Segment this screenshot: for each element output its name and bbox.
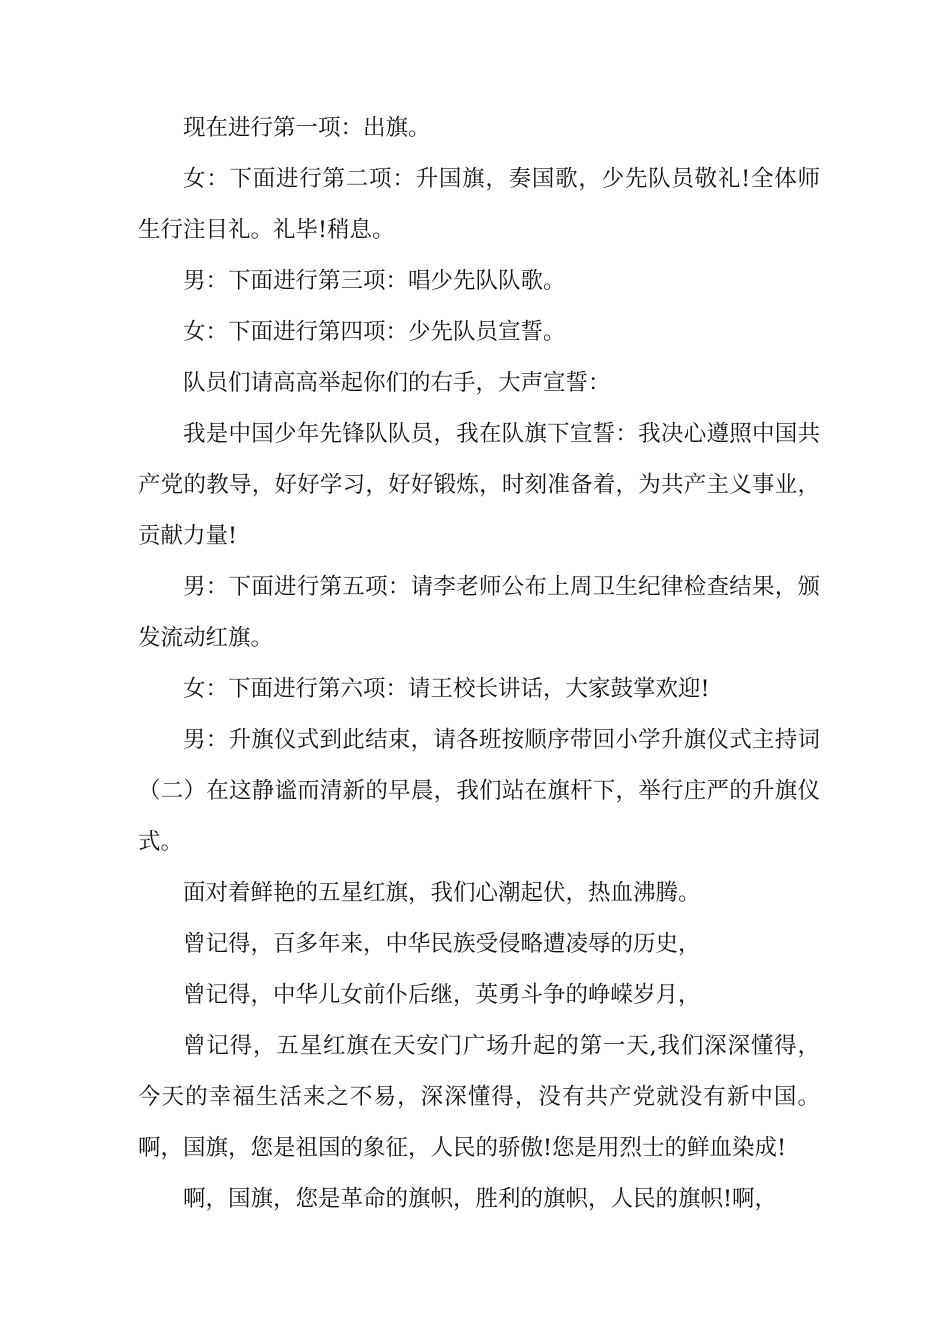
paragraph: 啊，国旗，您是革命的旗帜，胜利的旗帜，人民的旗帜!啊， [183,1186,778,1212]
paragraph: 我是中国少年先锋队队员，我在队旗下宣誓：我决心遵照中国共产党的教导，好好学习，好好锻炼，时刻准备着，为共产主义事业，贡献力量! [138,421,820,549]
paragraph: 男：下面进行第五项：请李老师公布上周卫生纪律检查结果，颁发流动红旗。 [138,574,820,651]
paragraph: 队员们请高高举起你们的右手，大声宣誓： [183,370,611,396]
paragraph: 男：升旗仪式到此结束，请各班按顺序带回小学升旗仪式主持词（二）在这静谧而清新的早晨，我们站在旗杆下，举行庄严的升旗仪式。 [138,727,820,855]
document-page [138,103,820,1225]
paragraph: 曾记得，百多年来，中华民族受侵略遭凌辱的历史， [183,931,701,957]
paragraph: 女：下面进行第六项：请王校长讲话，大家鼓掌欢迎! [183,676,710,702]
paragraph: 男：下面进行第三项：唱少先队队歌。 [183,268,566,294]
paragraph: 现在进行第一项：出旗。 [183,115,431,141]
paragraph: 女：下面进行第四项：少先队员宣誓。 [183,319,566,345]
paragraph: 女：下面进行第二项：升国旗，奏国歌，少先队员敬礼!全体师生行注目礼。礼毕!稍息。 [138,166,820,243]
paragraph: 曾记得，中华儿女前仆后继，英勇斗争的峥嵘岁月， [183,982,701,1008]
paragraph: 曾记得，五星红旗在天安门广场升起的第一天,我们深深懂得，今天的幸福生活来之不易，深深懂得，没有共产党就没有新中国。啊，国旗，您是祖国的象征，人民的骄傲!您是用烈士的鲜血染成! [138,1033,820,1161]
paragraph: 面对着鲜艳的五星红旗，我们心潮起伏，热血沸腾。 [183,880,701,906]
